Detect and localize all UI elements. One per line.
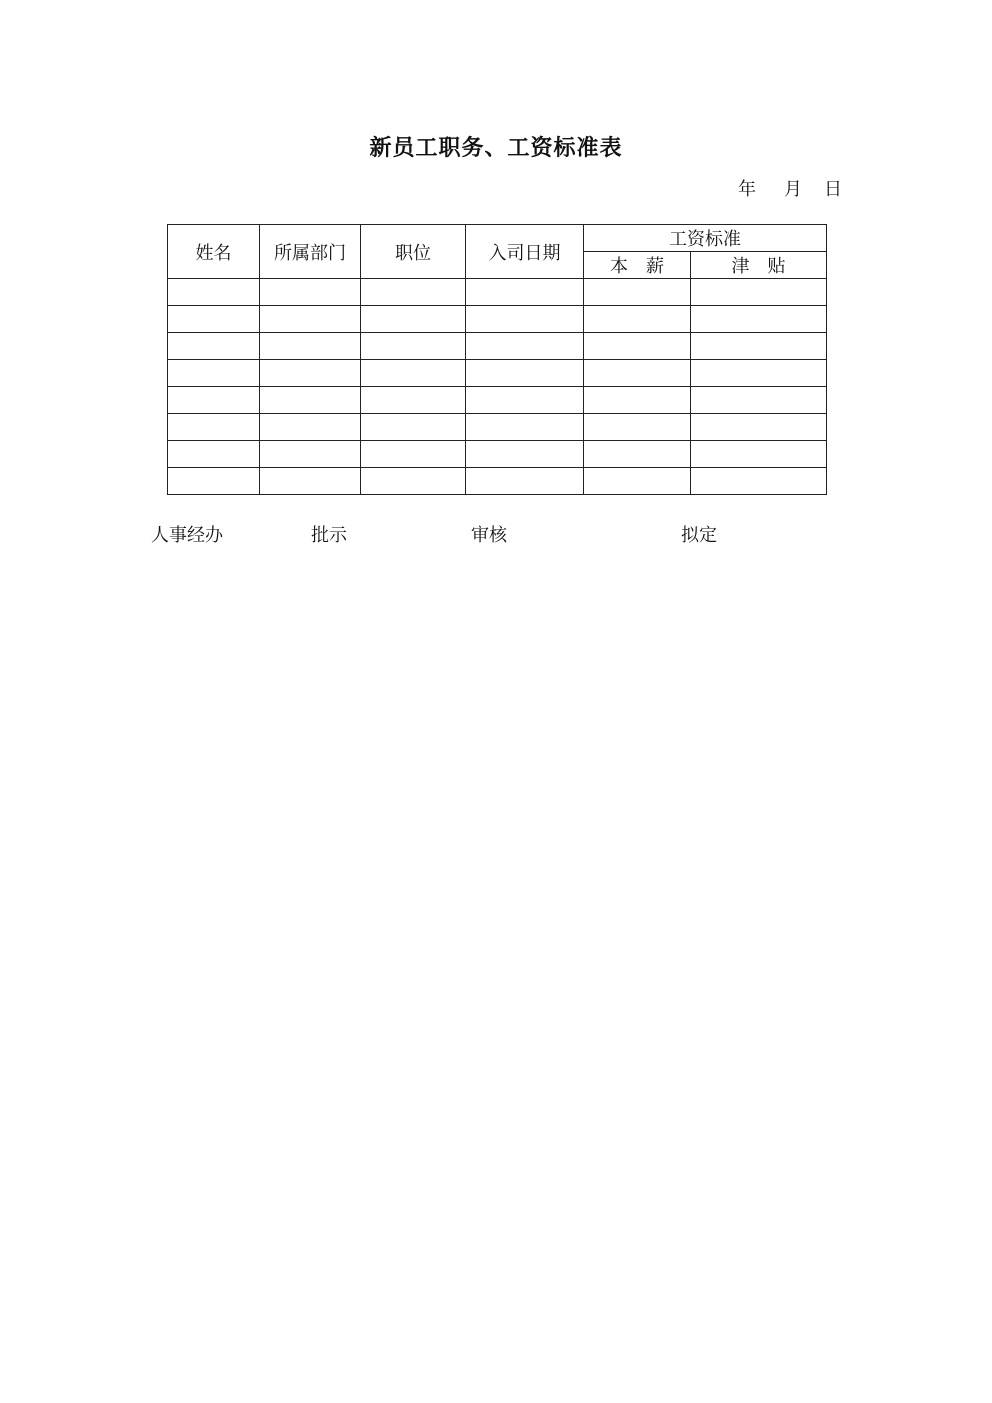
header-position: 职位 (361, 225, 466, 279)
footer-draft: 拟定 (681, 525, 717, 546)
table-cell[interactable] (691, 360, 827, 387)
table-cell[interactable] (466, 414, 584, 441)
table-cell[interactable] (691, 306, 827, 333)
table-cell[interactable] (584, 414, 691, 441)
table-cell[interactable] (691, 414, 827, 441)
table-cell[interactable] (361, 333, 466, 360)
table-cell[interactable] (361, 414, 466, 441)
table-row (168, 360, 827, 387)
table-body (168, 279, 827, 495)
header-wage-standard: 工资标准 (584, 225, 827, 252)
date-month-label: 月 (784, 179, 802, 200)
table-cell[interactable] (168, 360, 260, 387)
footer-review: 审核 (471, 525, 507, 546)
table-cell[interactable] (691, 468, 827, 495)
table-cell[interactable] (466, 441, 584, 468)
table-cell[interactable] (361, 360, 466, 387)
table-cell[interactable] (584, 441, 691, 468)
table-cell[interactable] (361, 468, 466, 495)
table-row (168, 441, 827, 468)
table-cell[interactable] (260, 279, 361, 306)
table-cell[interactable] (260, 441, 361, 468)
header-name: 姓名 (168, 225, 260, 279)
table-cell[interactable] (466, 468, 584, 495)
table-row (168, 387, 827, 414)
table-cell[interactable] (691, 279, 827, 306)
table-row (168, 306, 827, 333)
table-cell[interactable] (584, 360, 691, 387)
table-row (168, 468, 827, 495)
header-allowance: 津 贴 (691, 252, 827, 279)
table-cell[interactable] (691, 441, 827, 468)
table-cell[interactable] (466, 306, 584, 333)
table-cell[interactable] (361, 387, 466, 414)
table-cell[interactable] (260, 306, 361, 333)
table-cell[interactable] (260, 360, 361, 387)
table-cell[interactable] (260, 333, 361, 360)
table-cell[interactable] (168, 333, 260, 360)
footer-hr-handler: 人事经办 (151, 525, 223, 546)
header-join-date: 入司日期 (466, 225, 584, 279)
table-row (168, 279, 827, 306)
table-cell[interactable] (168, 441, 260, 468)
table-cell[interactable] (691, 387, 827, 414)
table-cell[interactable] (584, 468, 691, 495)
table-cell[interactable] (466, 387, 584, 414)
date-day-label: 日 (824, 179, 842, 200)
table-cell[interactable] (466, 279, 584, 306)
wage-standard-table (167, 224, 827, 495)
date-year-label: 年 (738, 179, 756, 200)
table-cell[interactable] (168, 306, 260, 333)
table-cell[interactable] (466, 360, 584, 387)
table-cell[interactable] (260, 468, 361, 495)
table-cell[interactable] (361, 441, 466, 468)
table-row (168, 414, 827, 441)
table-cell[interactable] (584, 387, 691, 414)
table-cell[interactable] (168, 279, 260, 306)
table-cell[interactable] (260, 414, 361, 441)
header-department: 所属部门 (260, 225, 361, 279)
table-cell[interactable] (361, 306, 466, 333)
table-cell[interactable] (260, 387, 361, 414)
table-cell[interactable] (466, 333, 584, 360)
footer-approval: 批示 (311, 525, 347, 546)
table-cell[interactable] (584, 333, 691, 360)
table-cell[interactable] (584, 279, 691, 306)
table-cell[interactable] (361, 279, 466, 306)
table-row (168, 333, 827, 360)
table-cell[interactable] (168, 468, 260, 495)
table-cell[interactable] (584, 306, 691, 333)
table-cell[interactable] (168, 387, 260, 414)
header-base-salary: 本 薪 (584, 252, 691, 279)
table-cell[interactable] (168, 414, 260, 441)
page-title: 新员工职务、工资标准表 (369, 135, 623, 161)
table-cell[interactable] (691, 333, 827, 360)
